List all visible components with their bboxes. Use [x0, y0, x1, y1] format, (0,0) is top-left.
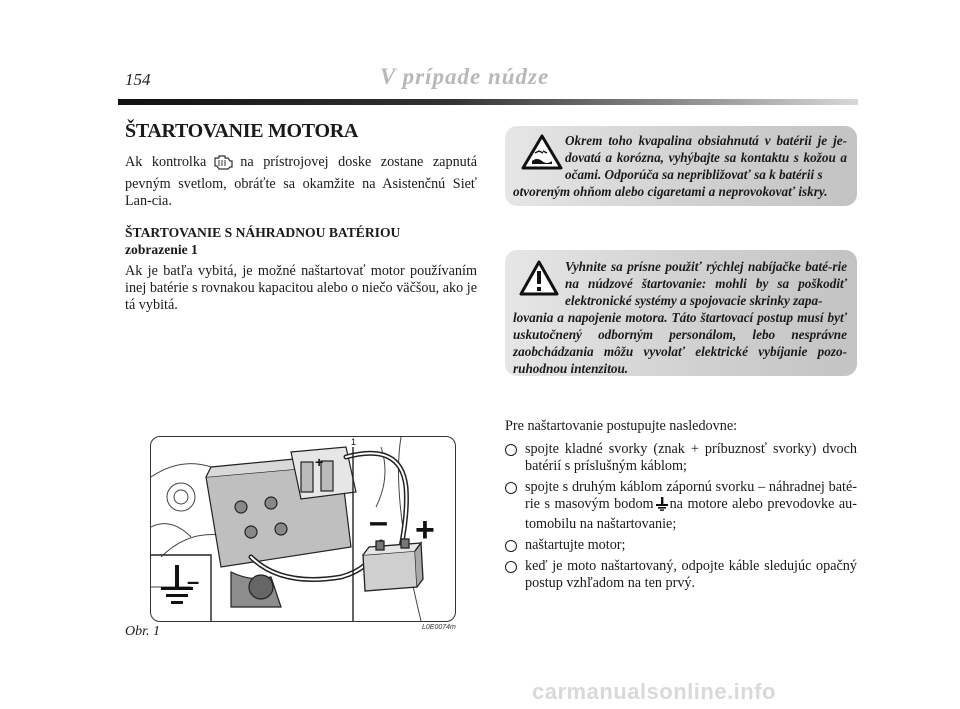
- engine-battery-plus-mark: +: [315, 454, 324, 470]
- subheading-figure-ref: zobrazenie 1: [125, 242, 198, 257]
- jumper-plus-mark: +: [415, 511, 435, 549]
- bullet-icon: [505, 561, 517, 573]
- bullet-icon: [505, 540, 517, 552]
- engine-failure-warning-icon: [212, 153, 234, 176]
- running-title: V prípade núdze: [380, 64, 550, 89]
- jump-start-illustration: [150, 436, 456, 622]
- list-item: keď je moto naštartovaný, odpojte káble sledujúc opačný postup vzhľadom na ten prvý.: [505, 558, 857, 592]
- intro-paragraph: [125, 153, 477, 210]
- figure-code: L0E0074m: [422, 624, 456, 631]
- intro-before-icon: Ak kontrolka: [125, 154, 207, 170]
- warning-box-charger: [505, 250, 857, 376]
- left-column: [125, 120, 477, 314]
- warning-acid-indented: Okrem toho kvapalina obsiahnutá v batérii je je-dovatá a korózna, vyhýbajte sa kontaktu s kožou a očami. Odporúča sa nepribližovať sa k batérii s: [565, 133, 847, 182]
- warning-box-acid: [505, 126, 857, 206]
- header-rule: [118, 99, 858, 105]
- subheading: ŠTARTOVANIE S NÁHRADNOU BATÉRIOU: [125, 225, 401, 240]
- list-item: spojte kladné svorky (znak + príbuznosť svorky) dvoch batérií s príslušným káblom;: [505, 441, 857, 475]
- callout-number: 1: [351, 437, 357, 447]
- figure-caption: Obr. 1: [125, 624, 161, 639]
- page-number: 154: [125, 70, 151, 89]
- procedure-intro: Pre naštartovanie postupujte nasledovne:: [505, 418, 738, 434]
- ground-symbol-icon: [656, 497, 668, 516]
- jump-start-drawing: [151, 437, 455, 621]
- procedure-steps: [505, 441, 857, 592]
- ground-minus-mark: –: [187, 569, 200, 594]
- watermark: carmanualsonline.info: [532, 679, 776, 704]
- intro-after-icon: na prístrojovej doske zostane zapnutá pevným svetlom, obráťte sa okamžite na Asistenčnú Sieť Lan-cia.: [125, 154, 477, 209]
- list-item: naštartujte motor;: [505, 537, 857, 554]
- bullet-icon: [505, 482, 517, 494]
- bullet-icon: [505, 444, 517, 456]
- section-title: ŠTARTOVANIE MOTORA: [125, 120, 359, 142]
- jumper-minus-mark: –: [369, 503, 388, 541]
- list-item: spojte s druhým káblom zápornú svorku – náhradnej baté-rie s masovým bodom na motore alebo prevodovke au-tomobilu na naštartovanie;: [505, 479, 857, 533]
- warning-acid-full: otvoreným ohňom alebo cigaretami a neprovokovať iskry.: [513, 184, 828, 199]
- body-paragraph: Ak je batľa vybitá, je možné naštartovať motor používaním inej batérie s rovnakou kapacitou alebo o niečo väčšou, ako je tá vybitá.: [125, 263, 477, 313]
- procedure-column: [505, 418, 857, 596]
- warning-charger-full: lovania a napojenie motora. Táto štartovací postup musí byť uskutočnený odborným personálom, lebo nesprávne zaobchádzania môžu vyvolať elektrické vybíjanie pozo-ruhodnou intenzitou.: [513, 310, 847, 376]
- warning-charger-indented: Vyhnite sa prísne použiť rýchlej nabíjačke baté-rie na núdzové štartovanie: mohli by sa poškodiť elektronické systémy a spojovacie skrinky zapa-: [565, 259, 847, 308]
